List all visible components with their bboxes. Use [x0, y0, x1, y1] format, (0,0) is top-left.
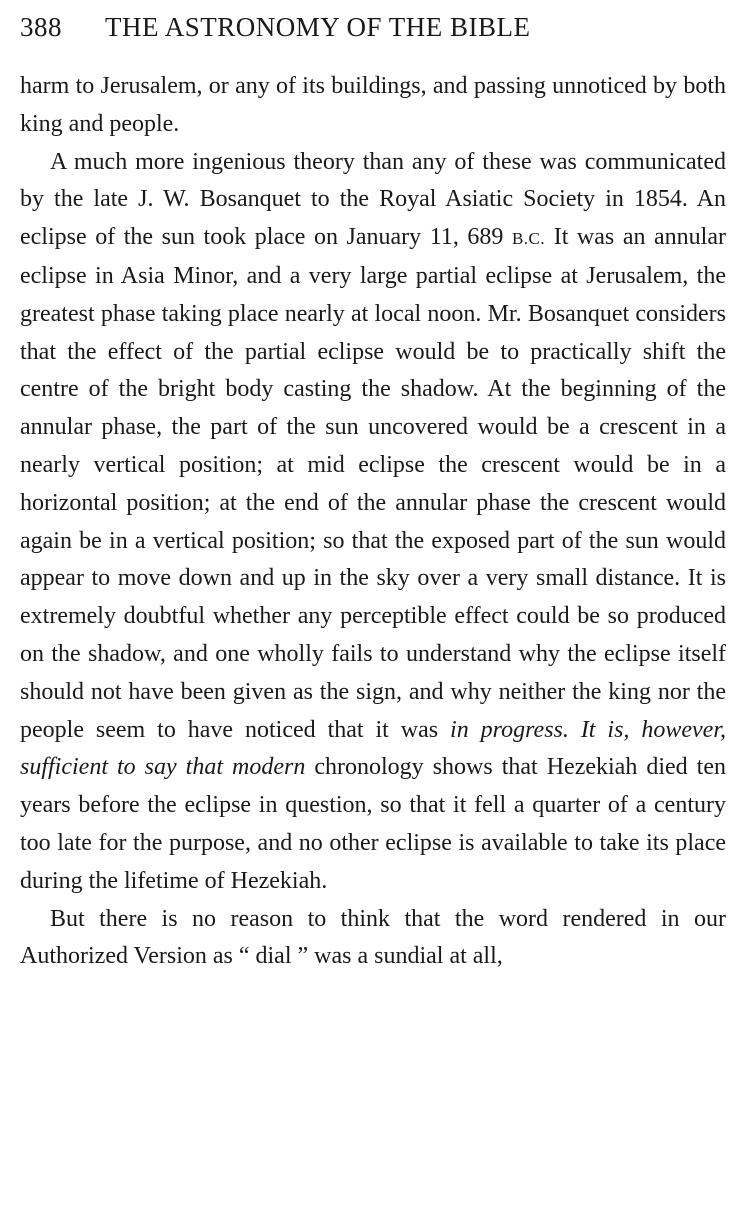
- page-number: 388: [20, 12, 62, 42]
- italic-text: in progress. It is, however, sufficient to say that modern: [20, 716, 727, 781]
- paragraph-continued: harm to Jerusalem, or any of its buildings, and passing unnoticed by both king and people.: [20, 73, 726, 137]
- paragraph-text-part: chronology shows that Hezekiah died ten years before the eclipse in question, so that it fell a quarter of a century too late for the purpose, and no other eclipse is available to take its place during the lifetime of Hezekiah.: [20, 754, 726, 894]
- running-title: THE ASTRONOMY OF THE BIBLE: [105, 12, 531, 42]
- running-head: [20, 12, 726, 48]
- paragraph-text-part: It was an annular eclipse in Asia Minor, and a very large partial eclipse at Jerusalem, the greatest phase taking place nearly at local noon. Mr. Bosanquet considers that the effect of the partial eclipse would be to practically shift the centre of the bright body casting the shadow. At the beginning of the annular phase, the part of the sun uncovered would be a crescent in a nearly vertical position; at mid eclipse the crescent would be in a horizontal position; at the end of the annular phase the crescent would again be in a vertical position; so that the exposed part of the sun would appear to move down and up in the sky over a very small distance. It is extremely doubtful whether any perceptible effect could be so produced on the shadow, and one wholly fails to understand why the eclipse itself should not have been given as the sign, and why neither the king nor the people seem to have noticed that it was: [20, 224, 726, 743]
- paragraph-dial: But there is no reason to think that the word rendered in our Authorized Version as “ dial ” was a sundial at all,: [20, 905, 726, 970]
- era-abbreviation: B.C.: [511, 229, 546, 249]
- book-page: [20, 12, 726, 976]
- paragraph-text-part: A much more ingenious theory than any of these was communicated by the late J. W. Bosanquet to the Royal Asiatic Society in 1854. An eclipse of the sun took place on January 11, 689: [20, 148, 726, 251]
- body-text: [20, 68, 726, 976]
- paragraph-bosanquet-theory: [20, 144, 726, 901]
